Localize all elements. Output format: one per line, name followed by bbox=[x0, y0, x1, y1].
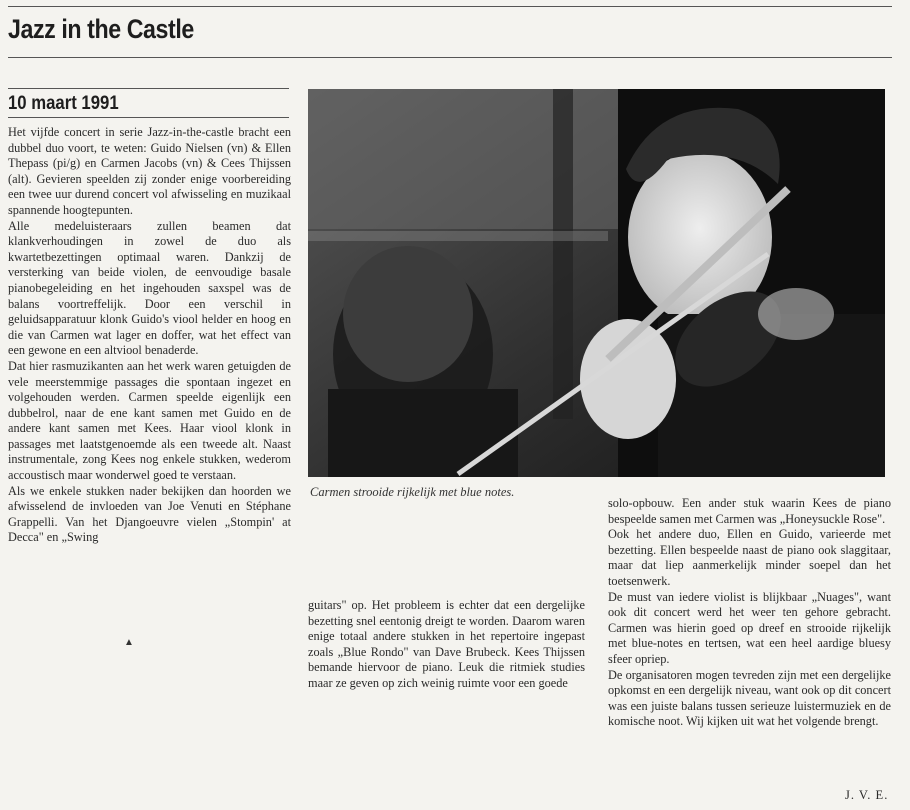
paragraph: Dat hier rasmuzikanten aan het werk waren getuigden de vele meerstemmige passages die spontaan ingezet en volgehouden werden. Carmen speelde eigenlijk een dubbelrol, naar de ene kant samen met Guido en de andere kant samen met Kees. Haar viool klonk in passages met laatstgenoemde als een tweede alt. Naast instrumentale, zong Kees nog enkele stukken, wederom accoustisch maar wonderwel goed te verstaan. bbox=[8, 358, 291, 483]
article-column-2 bbox=[308, 598, 585, 692]
top-rule bbox=[8, 6, 892, 7]
paragraph: Ook het andere duo, Ellen en Guido, varieerde met bezetting. Ellen bespeelde naast de piano ook slaggitaar, maar dat liep aanmerkelijk minder soepel dan het toetsenwerk. bbox=[608, 527, 891, 588]
concert-photo bbox=[308, 89, 885, 477]
page-title: Jazz in the Castle bbox=[8, 14, 194, 44]
paragraph: guitars" op. Het probleem is echter dat een dergelijke bezetting snel eentonig dreigt te worden. Daarom waren enige totaal andere stukken in het repertoire ingepast zoals „Blue Rondo" van Dave Brubeck. Kees Thijssen bemande hiervoor de piano. Leuk die ritmiek studies maar ze geven op zich weinig ruimte voor een goede bbox=[308, 598, 585, 690]
paragraph: Als we enkele stukken nader bekijken dan hoorden we afwisselend de invloeden van Joe Venuti en Stéphane Grappelli. Van het Djangoeuvre vielen „Stompin' at Decca" en „Swing bbox=[8, 483, 291, 545]
article-column-3 bbox=[608, 496, 891, 730]
paragraph: solo-opbouw. Een ander stuk waarin Kees de piano bespeelde samen met Carmen was „Honeysuckle Rose". bbox=[608, 496, 891, 526]
author-signature: J. V. E. bbox=[845, 788, 889, 802]
paragraph: De organisatoren mogen tevreden zijn met een dergelijke opkomst en een dergelijk niveau, want ook op dit concert was een juiste balans tussen serieuze luistermuziek en de komische noot. Wij kijken uit wat het volgende brengt. bbox=[608, 667, 891, 729]
continuation-marker: ▲ bbox=[124, 637, 134, 648]
paragraph: De must van iedere violist is blijkbaar „Nuages", want ook dit concert werd het weer ten gehore gebracht. Carmen was hierin goed op dreef en strooide rijkelijk met blue-notes en tertsen, wat een heel aardige bluesy sfeer opriep. bbox=[608, 589, 891, 666]
date-bottom-rule bbox=[8, 117, 289, 118]
date-top-rule bbox=[8, 88, 289, 89]
paragraph: Alle medeluisteraars zullen beamen dat klankverhoudingen in zowel de duo als kwartetbezettingen optimaal waren. Dankzij de versterking van beide violen, de eenvoudige basale pianobegeleiding en het ingehouden saxspel was de balans voortreffelijk. Door een verschil in geluidsapparatuur klonk Guido's viool helder en hoog en die van Carmen wat lager en doffer, wat het effect van een gewone en een altviool benaderde. bbox=[8, 218, 291, 358]
article-date: 10 maart 1991 bbox=[8, 93, 119, 114]
article-column-1 bbox=[8, 125, 291, 546]
photo-caption: Carmen strooide rijkelijk met blue notes. bbox=[310, 485, 515, 499]
title-rule bbox=[8, 57, 892, 58]
paragraph: Het vijfde concert in serie Jazz-in-the-castle bracht een dubbel duo voort, te weten: Guido Nielsen (vn) & Ellen Thepass (pi/g) en Carmen Jacobs (vn) & Cees Thijssen (alt). Gevieren speelden zij zonder enige voorbereiding een twee uur durend concert vol afwisseling en muzikaal spannende hoogtepunten. bbox=[8, 125, 291, 217]
